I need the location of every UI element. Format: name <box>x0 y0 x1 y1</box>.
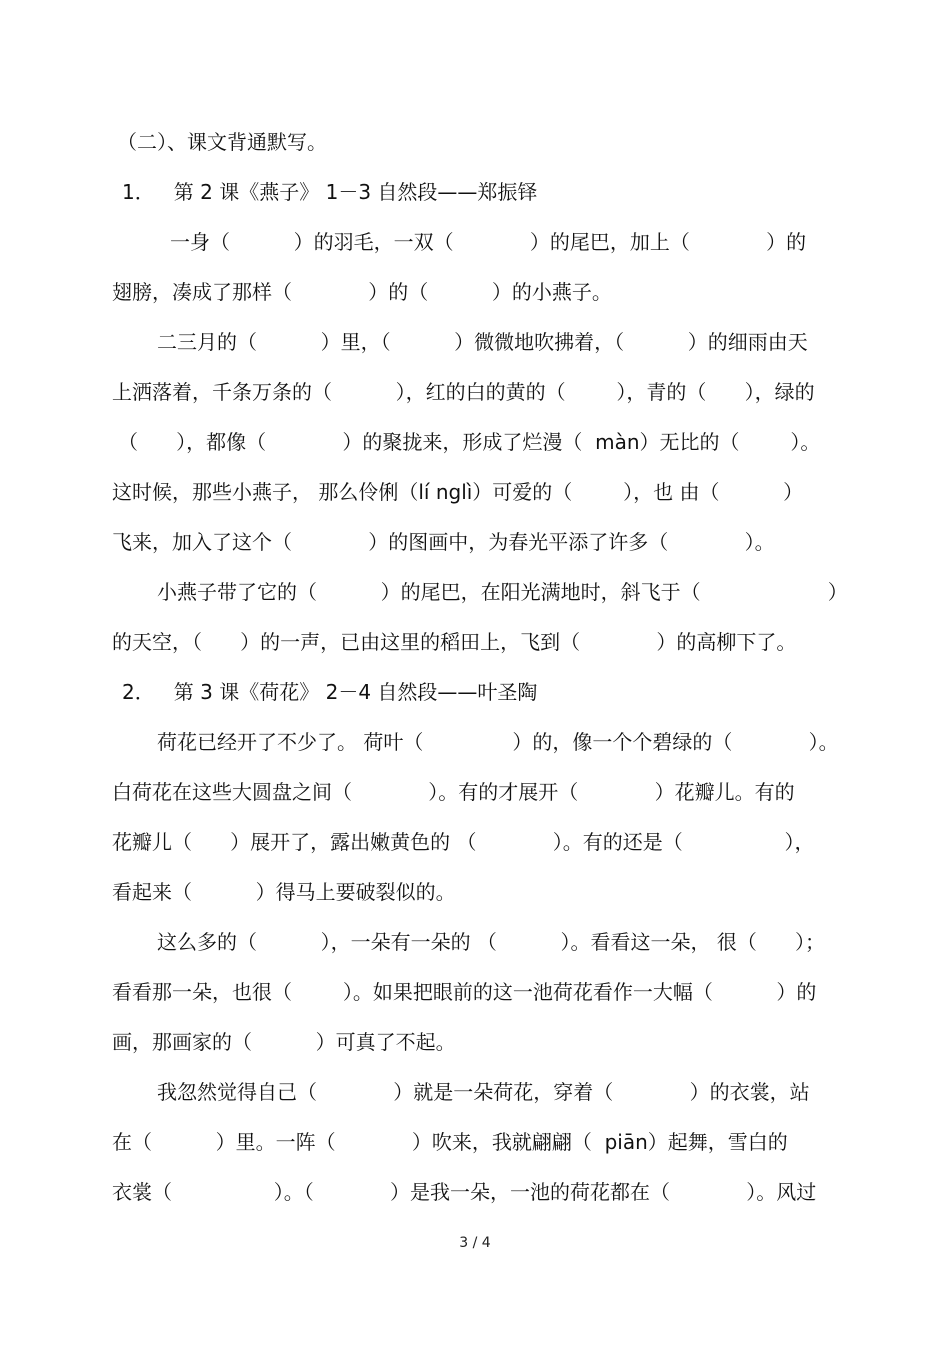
text-line: 看看那一朵，也很（ ）。如果把眼前的这一池荷花看作一大幅（ ）的 <box>112 980 817 1004</box>
text-line: 这么多的（ ），一朵有一朵的 （ ）。看看这一朵， 很（ ）； <box>157 930 826 954</box>
text-line: 荷花已经开了不少了。 荷叶（ ）的，像一个个碧绿的（ ）。 <box>157 730 839 754</box>
text-line: 画，那画家的（ ）可真了不起。 <box>112 1030 456 1054</box>
text-line: 翅膀，凑成了那样（ ）的（ ）的小燕子。 <box>112 280 612 304</box>
item2-heading: 2． 第 3 课《荷花》 2－4 自然段——叶圣陶 <box>122 680 538 704</box>
text-line: 衣裳（ ）。（ ）是我一朵，一池的荷花都在（ ）。风过 <box>112 1180 817 1204</box>
text-line: 的天空，（ ）的一声，已由这里的稻田上，飞到（ ）的高柳下了。 <box>112 630 797 654</box>
text-line: 白荷花在这些大圆盘之间（ ）。有的才展开（ ）花瓣儿。有的 <box>112 780 795 804</box>
text-line: 看起来（ ）得马上要破裂似的。 <box>112 880 456 904</box>
text-line: 一身（ ）的羽毛，一双（ ）的尾巴，加上（ ）的 <box>170 230 807 254</box>
page-indicator: 3 / 4 <box>459 1235 491 1251</box>
text-line: 在（ ）里。一阵（ ）吹来，我就翩翩（ piān）起舞，雪白的 <box>112 1130 788 1154</box>
text-line: 这时候，那些小燕子， 那么伶俐（lí nglì）可爱的（ ），也 由（ ） <box>112 480 804 504</box>
text-line: 飞来，加入了这个（ ）的图画中，为春光平添了许多（ ）。 <box>112 530 775 554</box>
text-line: 二三月的（ ）里，（ ）微微地吹拂着，（ ）的细雨由天 <box>157 330 808 354</box>
text-line: （ ），都像（ ）的聚拢来，形成了烂漫（ màn）无比的（ ）。 <box>118 430 821 454</box>
item1-heading: 1． 第 2 课《燕子》 1－3 自然段——郑振铎 <box>122 180 538 204</box>
section-title: （二）、课文背通默写。 <box>117 130 327 154</box>
text-line: 花瓣儿（ ）展开了，露出嫩黄色的 （ ）。有的还是（ ）， <box>112 830 815 854</box>
text-line: 小燕子带了它的（ ）的尾巴，在阳光满地时，斜飞于（ ） <box>157 580 848 604</box>
text-line: 上洒落着，千条万条的（ ），红的白的黄的（ ），青的（ ），绿的 <box>112 380 815 404</box>
text-line: 我忽然觉得自己（ ）就是一朵荷花，穿着（ ）的衣裳，站 <box>157 1080 810 1104</box>
